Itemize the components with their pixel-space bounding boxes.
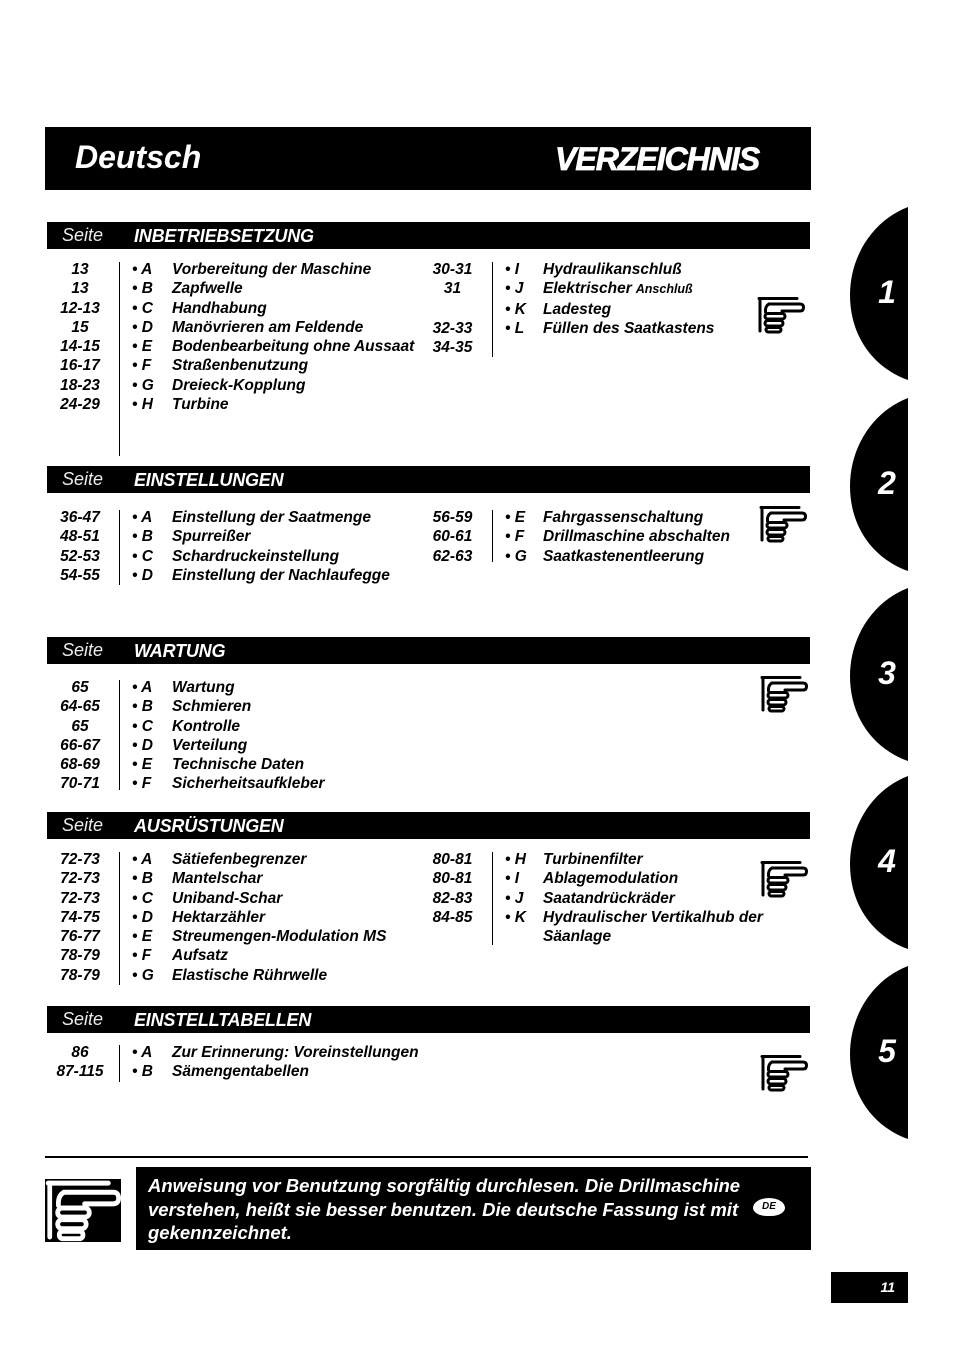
entry-title-group xyxy=(172,889,282,908)
entry-letter: • E xyxy=(132,928,153,946)
entry-title: Hydraulischer Vertikalhub der Säanlage xyxy=(543,908,763,946)
entry-title-group xyxy=(172,376,305,395)
entry-title: Turbine xyxy=(172,396,229,414)
toc-entry xyxy=(47,318,414,337)
entry-page-range: 36-47 xyxy=(60,509,100,526)
entry-title: Schmieren xyxy=(172,698,252,716)
section-title: WARTUNG xyxy=(134,641,226,661)
entry-title: Wartung xyxy=(172,679,235,696)
page-number: 11 xyxy=(831,1272,908,1303)
toc-entry xyxy=(425,527,793,546)
entry-letter: • G xyxy=(132,376,154,394)
entry-letter: • G xyxy=(505,547,527,565)
toc-entry xyxy=(425,260,793,279)
toc-entry xyxy=(47,508,390,527)
entry-list-left xyxy=(47,508,390,585)
entry-title-group xyxy=(543,279,793,299)
chapter-tab-4 xyxy=(850,776,908,949)
entry-title: Sämengentabellen xyxy=(172,1063,309,1081)
chapter-number: 4 xyxy=(878,843,896,879)
entry-page-range: 65 xyxy=(71,679,89,696)
hand-pointer-icon xyxy=(760,1054,808,1092)
column-divider xyxy=(119,852,120,985)
entry-letter: • K xyxy=(505,908,526,926)
section-header-bar xyxy=(47,466,810,493)
entry-page-range: 80-81 xyxy=(432,870,473,888)
entry-list-right xyxy=(425,260,793,357)
entry-title-group xyxy=(172,774,324,793)
toc-entry xyxy=(47,547,390,566)
column-divider xyxy=(119,1045,120,1082)
entry-title: Drillmaschine abschalten xyxy=(543,528,730,546)
toc-entry xyxy=(425,319,793,338)
entry-title: Sätiefenbegrenzer xyxy=(172,851,307,868)
entry-title-group xyxy=(543,889,793,908)
entry-title-group xyxy=(172,697,251,716)
toc-entry xyxy=(47,1062,419,1081)
entry-letter: • C xyxy=(132,299,153,317)
entry-letter: • B xyxy=(132,1063,153,1081)
entry-page-range: 24-29 xyxy=(60,396,100,414)
toc-entry xyxy=(47,260,414,279)
toc-entry xyxy=(47,966,386,985)
toc-entry xyxy=(425,279,793,299)
entry-title-group xyxy=(172,318,363,337)
page-title: VERZEICHNIS xyxy=(555,141,760,177)
horizontal-divider xyxy=(45,1156,808,1158)
entry-title: Streumengen-Modulation MS xyxy=(172,928,387,946)
section-einstellungen xyxy=(0,466,954,584)
section-title: EINSTELLTABELLEN xyxy=(134,1010,312,1030)
entry-list-left xyxy=(47,850,386,985)
entry-title-group xyxy=(172,356,308,375)
entry-title: Zur Erinnerung: Voreinstellungen xyxy=(172,1044,419,1061)
entry-title: Elektrischer xyxy=(543,280,632,298)
entry-title: Saatandrückräder xyxy=(543,889,675,907)
toc-entry xyxy=(47,908,386,927)
entry-page-range: 76-77 xyxy=(60,928,100,946)
page-column-label: Seite xyxy=(62,1009,104,1029)
entry-page-range: 65 xyxy=(71,717,89,735)
entry-title-group xyxy=(172,927,386,946)
toc-entry xyxy=(47,299,414,318)
chapter-tab-3 xyxy=(850,588,908,761)
entry-title-group xyxy=(172,736,247,755)
entry-letter: • A xyxy=(132,851,153,868)
toc-entry xyxy=(425,547,793,566)
entry-letter: • F xyxy=(132,775,152,793)
entry-page-range: 34-35 xyxy=(432,339,473,357)
entry-title: Bodenbearbeitung ohne Aussaat xyxy=(172,338,415,356)
toc-entry xyxy=(47,566,390,585)
entry-title-group xyxy=(543,850,793,869)
chapter-number: 2 xyxy=(878,465,896,501)
entry-letter: • C xyxy=(132,717,153,735)
entry-letter: • L xyxy=(505,319,525,337)
entry-letter: • D xyxy=(132,566,153,584)
entry-title-group xyxy=(172,717,240,736)
entry-letter: • D xyxy=(132,318,153,336)
entry-title: Hydraulikanschluß xyxy=(543,261,682,278)
toc-entry xyxy=(47,889,386,908)
entry-page-range: 87-115 xyxy=(56,1063,104,1081)
chapter-number: 3 xyxy=(878,655,896,691)
entry-title-group xyxy=(172,337,414,356)
entry-list-left xyxy=(47,260,414,414)
language-badge: DE xyxy=(753,1198,785,1216)
notice-line: verstehen, heißt sie besser benutzen. Die deutsche Fassung ist mit xyxy=(148,1198,739,1220)
toc-entry xyxy=(47,337,414,356)
entry-title-group xyxy=(543,300,793,319)
chapter-number: 1 xyxy=(878,274,896,310)
entry-title-group xyxy=(172,566,390,585)
chapter-tab-1 xyxy=(850,207,908,380)
entry-letter: • B xyxy=(132,528,153,546)
toc-entry xyxy=(47,736,324,755)
entry-title: Handhabung xyxy=(172,299,267,317)
entry-title-group xyxy=(172,1043,419,1062)
entry-title: Vorbereitung der Maschine xyxy=(172,261,372,278)
entry-title: Turbinenfilter xyxy=(543,851,643,868)
toc-entry xyxy=(425,850,793,869)
section-header-bar xyxy=(47,1006,810,1033)
toc-entry xyxy=(425,300,793,319)
entry-title: Schardruckeinstellung xyxy=(172,547,340,565)
entry-title-group xyxy=(543,508,793,527)
entry-page-range: 72-73 xyxy=(60,889,100,907)
entry-letter: • A xyxy=(132,1044,153,1061)
entry-title: Manövrieren am Feldende xyxy=(172,318,364,336)
section-einstelltabellen xyxy=(0,1006,954,1081)
entry-page-range: 13 xyxy=(71,261,89,278)
entry-list-right xyxy=(425,508,793,566)
section-header-bar xyxy=(47,812,810,839)
entry-page-range: 74-75 xyxy=(60,908,100,926)
entry-title-group xyxy=(172,966,327,985)
entry-letter: • C xyxy=(132,547,153,565)
entry-page-range: 31 xyxy=(443,280,462,298)
section-title: INBETRIEBSETZUNG xyxy=(134,226,314,246)
entry-page-range: 62-63 xyxy=(432,547,473,565)
entry-letter: • A xyxy=(132,509,153,526)
entry-page-range: 60-61 xyxy=(432,528,473,546)
entry-page-range: 78-79 xyxy=(60,947,100,965)
toc-entry xyxy=(425,889,793,908)
column-divider xyxy=(492,262,493,357)
entry-page-range: 30-31 xyxy=(432,261,473,278)
toc-entry xyxy=(47,1043,419,1062)
toc-entry xyxy=(47,395,414,414)
entry-page-range: 70-71 xyxy=(60,775,100,793)
entry-title: Kontrolle xyxy=(172,717,241,735)
entry-title-group xyxy=(172,508,371,527)
page-column-label: Seite xyxy=(62,640,104,660)
entry-letter: • A xyxy=(132,679,153,696)
entry-title: Verteilung xyxy=(172,736,248,754)
chapter-number: 5 xyxy=(878,1033,896,1069)
column-divider xyxy=(492,510,493,562)
entry-letter: • H xyxy=(505,851,526,868)
entry-letter: • A xyxy=(132,261,153,278)
hand-pointer-icon xyxy=(757,296,805,334)
hand-pointer-icon xyxy=(760,860,808,898)
entry-page-range: 56-59 xyxy=(432,509,473,526)
entry-page-range: 52-53 xyxy=(60,547,100,565)
entry-title: Einstellung der Nachlaufegge xyxy=(172,566,390,584)
toc-entry xyxy=(47,946,386,965)
entry-title-group xyxy=(172,678,235,697)
entry-title-group xyxy=(172,527,250,546)
entry-page-range: 12-13 xyxy=(60,299,100,317)
page-column-label: Seite xyxy=(62,469,104,489)
entry-title: Füllen des Saatkastens xyxy=(543,319,715,337)
entry-letter: • J xyxy=(505,889,524,907)
section-title: AUSRÜSTUNGEN xyxy=(134,816,284,836)
entry-page-range: 48-51 xyxy=(60,528,100,546)
column-divider xyxy=(119,510,120,585)
entry-list-right xyxy=(425,850,793,946)
entry-title: Einstellung der Saatmenge xyxy=(172,509,371,526)
page-header-bar xyxy=(45,127,811,190)
section-header-bar xyxy=(47,222,810,249)
entry-title: Uniband-Schar xyxy=(172,889,283,907)
toc-entry xyxy=(47,376,414,395)
entry-letter: • K xyxy=(505,300,526,318)
entry-page-range: 84-85 xyxy=(432,908,473,926)
entry-title: Sicherheitsaufkleber xyxy=(172,775,325,793)
entry-title-group xyxy=(172,299,267,318)
entry-page-range: 54-55 xyxy=(60,566,100,584)
entry-title-group xyxy=(172,946,228,965)
entry-page-range: 72-73 xyxy=(60,870,100,888)
column-divider xyxy=(119,680,120,790)
entry-letter: • D xyxy=(132,736,153,754)
entry-letter: • H xyxy=(132,396,153,414)
toc-entry xyxy=(425,338,793,357)
entry-letter: • D xyxy=(132,908,153,926)
chapter-tab-5 xyxy=(850,966,908,1139)
entry-title-group xyxy=(543,319,793,338)
entry-title: Elastische Rührwelle xyxy=(172,966,328,984)
toc-entry xyxy=(425,869,793,888)
entry-letter: • B xyxy=(132,280,153,298)
entry-letter: • F xyxy=(132,947,152,965)
entry-page-range: 16-17 xyxy=(60,357,100,375)
entry-title-group xyxy=(172,850,306,869)
column-divider xyxy=(119,262,120,456)
toc-entry xyxy=(47,279,414,298)
section-title: EINSTELLUNGEN xyxy=(134,470,284,490)
toc-entry xyxy=(47,755,324,774)
section-inbetriebsetzung xyxy=(0,222,954,414)
entry-page-range: 66-67 xyxy=(60,736,100,754)
entry-title-group xyxy=(543,527,793,546)
entry-letter: • E xyxy=(505,509,526,526)
entry-page-range: 68-69 xyxy=(60,756,100,774)
entry-title: Aufsatz xyxy=(172,947,228,965)
entry-title-group xyxy=(543,869,793,888)
page-column-label: Seite xyxy=(62,815,104,835)
entry-title: Mantelschar xyxy=(172,870,263,888)
entry-title: Ablagemodulation xyxy=(543,870,679,888)
entry-list-left xyxy=(47,678,324,794)
entry-letter: • E xyxy=(132,756,153,774)
language-label: Deutsch xyxy=(75,139,202,175)
section-header-bar xyxy=(47,637,810,664)
toc-entry xyxy=(47,697,324,716)
entry-title-group xyxy=(172,869,262,888)
entry-letter: • B xyxy=(132,698,153,716)
reading-notice-box xyxy=(136,1167,811,1250)
toc-entry xyxy=(47,869,386,888)
toc-entry xyxy=(47,717,324,736)
entry-letter: • E xyxy=(132,338,153,356)
entry-title-group xyxy=(172,755,304,774)
toc-entry xyxy=(425,908,793,947)
toc-entry xyxy=(47,356,414,375)
entry-title-suffix: Anschluß xyxy=(635,282,693,297)
toc-entry xyxy=(47,527,390,546)
hand-pointer-icon xyxy=(759,505,807,543)
entry-title: Zapfwelle xyxy=(172,280,243,298)
entry-letter: • I xyxy=(505,261,520,278)
entry-page-range: 86 xyxy=(71,1044,89,1061)
entry-letter: • F xyxy=(132,357,152,375)
entry-title-group xyxy=(172,260,371,279)
entry-letter: • I xyxy=(505,870,520,888)
entry-title: Hektarzähler xyxy=(172,908,266,926)
section-ausruestungen xyxy=(0,812,954,984)
entry-title: Fahrgassenschaltung xyxy=(543,509,704,526)
notice-line: Anweisung vor Benutzung sorgfältig durchlesen. Die Drillmaschine xyxy=(148,1175,741,1196)
entry-title-group xyxy=(172,395,229,414)
notice-line: gekennzeichnet. xyxy=(148,1222,292,1243)
entry-title: Ladesteg xyxy=(543,300,612,318)
entry-page-range: 78-79 xyxy=(60,966,100,984)
entry-title: Spurreißer xyxy=(172,528,251,546)
column-divider xyxy=(492,852,493,945)
entry-letter: • B xyxy=(132,870,153,888)
entry-title-group xyxy=(543,260,793,279)
entry-page-range: 14-15 xyxy=(60,338,100,356)
entry-title: Straßenbenutzung xyxy=(172,357,309,375)
entry-page-range: 80-81 xyxy=(432,851,473,868)
hand-pointer-icon xyxy=(45,1179,121,1242)
toc-entry xyxy=(47,774,324,793)
entry-title: Dreieck-Kopplung xyxy=(172,376,306,394)
entry-page-range: 13 xyxy=(71,280,89,298)
entry-title-group xyxy=(172,547,339,566)
section-wartung xyxy=(0,637,954,793)
entry-page-range: 64-65 xyxy=(60,698,100,716)
entry-page-range: 72-73 xyxy=(60,851,100,868)
entry-title-group xyxy=(543,908,793,947)
entry-letter: • F xyxy=(505,528,525,546)
entry-page-range: 82-83 xyxy=(432,889,473,907)
entry-page-range: 15 xyxy=(71,318,89,336)
entry-title: Saatkastenentleerung xyxy=(543,547,705,565)
entry-letter: • J xyxy=(505,280,524,298)
hand-pointer-icon xyxy=(760,675,808,713)
entry-page-range: 32-33 xyxy=(432,319,473,337)
toc-entry xyxy=(47,927,386,946)
entry-letter: • C xyxy=(132,889,153,907)
entry-letter: • G xyxy=(132,966,154,984)
entry-title-group xyxy=(172,908,265,927)
toc-entry xyxy=(47,850,386,869)
toc-entry xyxy=(47,678,324,697)
entry-list-left xyxy=(47,1043,419,1082)
entry-title-group xyxy=(172,1062,309,1081)
page-column-label: Seite xyxy=(62,225,104,245)
entry-title-group xyxy=(543,547,793,566)
entry-title: Technische Daten xyxy=(172,756,305,774)
entry-page-range: 18-23 xyxy=(60,376,100,394)
chapter-tab-2 xyxy=(850,398,908,571)
toc-entry xyxy=(425,508,793,527)
entry-title-group xyxy=(172,279,243,298)
